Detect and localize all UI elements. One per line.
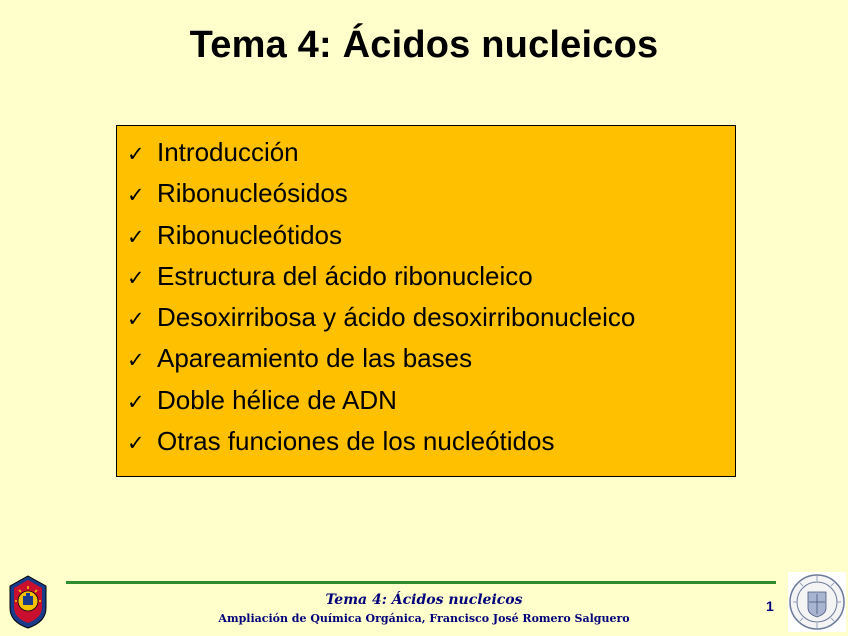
checkmark-icon: ✓ xyxy=(127,348,145,373)
list-item xyxy=(127,132,735,173)
checkmark-icon: ✓ xyxy=(127,389,145,414)
list-item xyxy=(127,380,735,421)
list-item xyxy=(127,173,735,214)
list-item-label: Desoxirribosa y ácido desoxirribonucleico xyxy=(157,302,636,333)
slide-title: Tema 4: Ácidos nucleicos xyxy=(189,24,659,66)
list-item-label: Ribonucleótidos xyxy=(157,219,343,250)
list-item xyxy=(127,421,735,462)
faculty-seal-icon xyxy=(788,572,846,632)
bullet-list xyxy=(117,126,735,462)
content-box xyxy=(116,125,736,477)
list-item xyxy=(127,256,735,297)
list-item-label: Estructura del ácido ribonucleico xyxy=(157,260,533,291)
list-item xyxy=(127,215,735,256)
list-item-label: Introducción xyxy=(157,137,299,167)
list-item-label: Ribonucleósidos xyxy=(157,178,348,209)
checkmark-icon: ✓ xyxy=(127,142,145,166)
list-item-label: Doble hélice de ADN xyxy=(157,384,397,415)
list-item-label: Apareamiento de las bases xyxy=(157,343,473,374)
checkmark-icon: ✓ xyxy=(127,265,145,290)
footer-divider xyxy=(66,581,776,584)
checkmark-icon: ✓ xyxy=(127,183,145,208)
list-item-label: Otras funciones de los nucleótidos xyxy=(157,426,555,457)
footer-subtitle: Ampliación de Química Orgánica, Francisco José Romero Salguero xyxy=(218,612,630,625)
list-item xyxy=(127,338,735,379)
checkmark-icon: ✓ xyxy=(127,431,145,456)
page-number: 1 xyxy=(766,598,774,614)
footer-title: Tema 4: Ácidos nucleicos xyxy=(325,592,523,608)
list-item xyxy=(127,297,735,338)
checkmark-icon: ✓ xyxy=(127,307,145,332)
checkmark-icon: ✓ xyxy=(127,224,145,249)
